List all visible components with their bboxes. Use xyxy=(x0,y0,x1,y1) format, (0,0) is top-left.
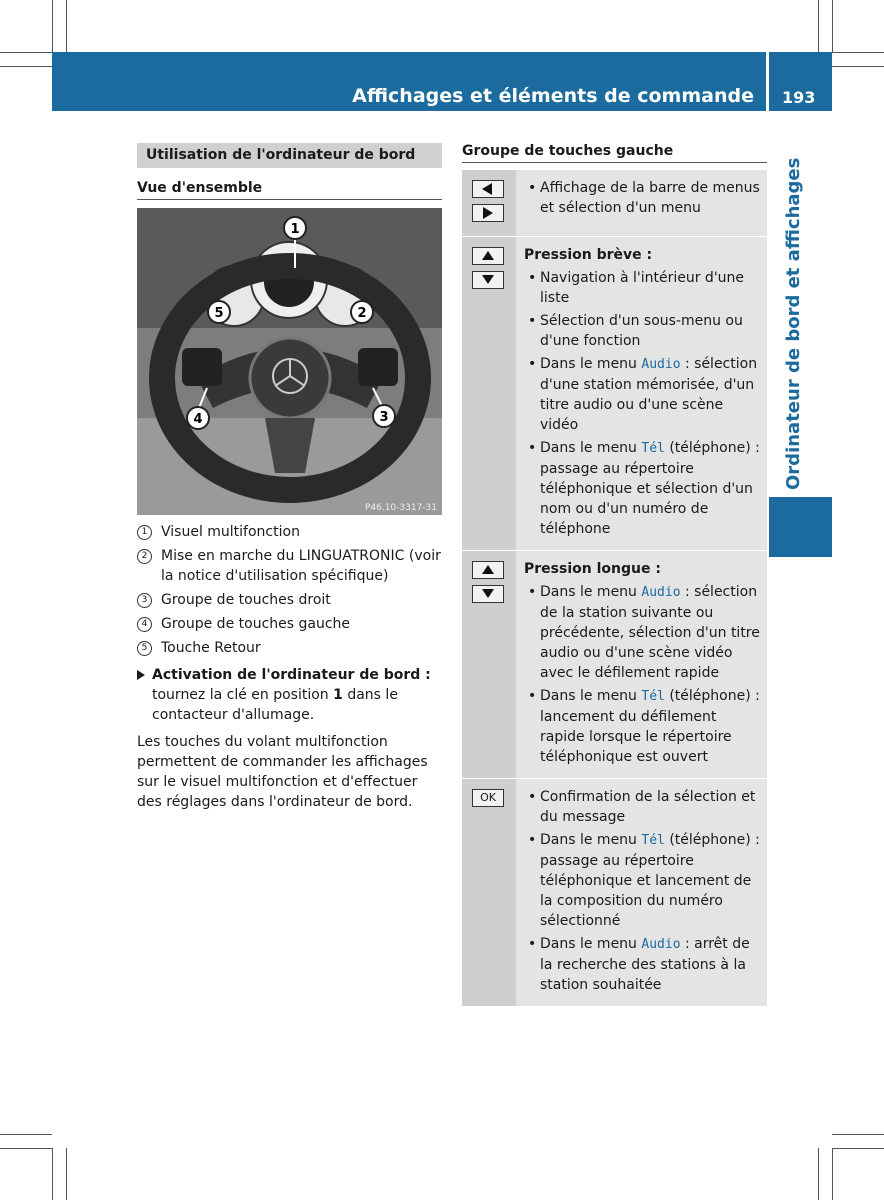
chapter-header-bar xyxy=(52,52,766,111)
key-table xyxy=(462,170,767,1007)
legend-text: Mise en marche du LINGUATRONIC (voir la notice d'utilisation spécifique) xyxy=(161,548,441,584)
legend-item xyxy=(137,590,447,610)
legend-item xyxy=(137,638,447,658)
menu-name: Audio xyxy=(641,357,681,372)
bullet-item: • Affichage de la barre de menus et sélection d'un menu xyxy=(524,178,761,218)
menu-name: Audio xyxy=(641,585,681,600)
legend-number: 3 xyxy=(137,593,152,608)
key-cell xyxy=(462,551,516,778)
menu-name: Tél xyxy=(641,689,665,704)
legend-number: 1 xyxy=(137,525,152,540)
press-type-label: Pression brève : xyxy=(524,247,653,263)
description-cell xyxy=(516,551,767,778)
crop-mark xyxy=(832,52,884,53)
table-row xyxy=(462,551,767,779)
legend-number: 4 xyxy=(137,617,152,632)
table-row xyxy=(462,779,767,1007)
crop-mark xyxy=(832,66,884,67)
legend-item xyxy=(137,522,447,542)
bullet-item: • Dans le menu Audio : arrêt de la recherche des stations à la station souhaitée xyxy=(524,934,761,995)
description-cell xyxy=(516,237,767,550)
callout-2: 2 xyxy=(357,306,367,321)
legend-text: Groupe de touches gauche xyxy=(161,616,351,632)
image-reference: P46.10-3317-31 xyxy=(364,503,437,513)
legend-number: 2 xyxy=(137,549,152,564)
key-cell xyxy=(462,237,516,550)
crop-mark xyxy=(52,1148,53,1200)
table-row xyxy=(462,237,767,551)
bullet-item: • Dans le menu Tél (téléphone) : lancement du défilement rapide lorsque le répertoire téléphonique est ouvert xyxy=(524,686,761,767)
menu-name: Audio xyxy=(641,937,681,952)
section-title: Utilisation de l'ordinateur de bord xyxy=(146,147,416,163)
section-title-bar xyxy=(137,143,442,168)
page-number: 193 xyxy=(782,88,816,107)
table-heading: Groupe de touches gauche xyxy=(462,143,767,163)
menu-name: Tél xyxy=(641,441,665,456)
instruction-title: Activation de l'ordinateur de bord xyxy=(152,667,421,683)
bullet-item: • Dans le menu Tél (téléphone) : passage au répertoire téléphonique et lancement de la composition du numéro sélectionné xyxy=(524,830,761,931)
subheading: Vue d'ensemble xyxy=(137,180,442,200)
crop-mark xyxy=(818,0,819,52)
callout-4: 4 xyxy=(193,412,203,427)
right-arrow-key-icon xyxy=(472,204,504,222)
crop-mark xyxy=(66,1148,67,1200)
bullet-item: • Navigation à l'intérieur d'une liste xyxy=(524,268,761,308)
legend-text: Visuel multifonction xyxy=(161,524,300,540)
left-arrow-key-icon xyxy=(472,180,504,198)
crop-mark xyxy=(818,1148,819,1200)
instruction-step xyxy=(137,665,443,725)
crop-mark xyxy=(832,0,833,52)
body-paragraph: Les touches du volant multifonction permettent de commander les affichages sur le visuel multifonction et d'effectuer des réglages dans l'ordinateur de bord. xyxy=(137,734,428,810)
instruction-arrow-icon xyxy=(137,670,145,680)
crop-mark xyxy=(832,1148,884,1149)
crop-mark xyxy=(0,66,52,67)
crop-mark xyxy=(0,1148,52,1149)
side-tab-marker xyxy=(769,497,832,557)
instruction-position: 1 xyxy=(333,687,343,703)
page-number-box xyxy=(769,52,832,111)
description-cell xyxy=(516,170,767,236)
legend-text: Touche Retour xyxy=(161,640,261,656)
legend-list xyxy=(137,522,447,662)
key-cell xyxy=(462,170,516,236)
up-arrow-key-icon xyxy=(472,247,504,265)
instruction-colon: : xyxy=(420,667,431,683)
crop-mark xyxy=(0,52,52,53)
legend-number: 5 xyxy=(137,641,152,656)
description-cell xyxy=(516,779,767,1006)
menu-name: Tél xyxy=(641,833,665,848)
crop-mark xyxy=(832,1134,884,1135)
press-type-label: Pression longue : xyxy=(524,561,661,577)
legend-item xyxy=(137,546,447,586)
bullet-item: • Sélection d'un sous-menu ou d'une fonction xyxy=(524,311,761,351)
bullet-item: • Confirmation de la sélection et du message xyxy=(524,787,761,827)
ok-key-icon: OK xyxy=(472,789,504,807)
crop-mark xyxy=(66,0,67,52)
crop-mark xyxy=(0,1134,52,1135)
instruction-text: tournez la clé en position xyxy=(152,687,334,703)
crop-mark xyxy=(832,1148,833,1200)
chapter-title: Affichages et éléments de commande xyxy=(352,85,754,107)
callout-3: 3 xyxy=(379,410,389,425)
down-arrow-key-icon xyxy=(472,585,504,603)
down-arrow-key-icon xyxy=(472,271,504,289)
instruction-text-end: dans le contacteur d'allumage. xyxy=(152,687,398,723)
callout-1: 1 xyxy=(290,222,300,237)
legend-text: Groupe de touches droit xyxy=(161,592,331,608)
callout-5: 5 xyxy=(214,306,224,321)
bullet-item: • Dans le menu Tél (téléphone) : passage au répertoire téléphonique et sélection d'un nom ou d'un numéro de téléphone xyxy=(524,438,761,539)
table-row xyxy=(462,170,767,237)
bullet-item: • Dans le menu Audio : sélection de la station suivante ou précédente, sélection d'un titre audio ou d'une scène vidéo avec le défilement rapide xyxy=(524,582,761,683)
bullet-item: • Dans le menu Audio : sélection d'une station mémorisée, d'un titre audio ou d'une scène vidéo xyxy=(524,354,761,435)
crop-mark xyxy=(52,0,53,52)
legend-item xyxy=(137,614,447,634)
key-cell xyxy=(462,779,516,1006)
steering-wheel-photo xyxy=(137,208,442,515)
up-arrow-key-icon xyxy=(472,561,504,579)
side-tab-title: Ordinateur de bord et affichages xyxy=(783,157,804,490)
